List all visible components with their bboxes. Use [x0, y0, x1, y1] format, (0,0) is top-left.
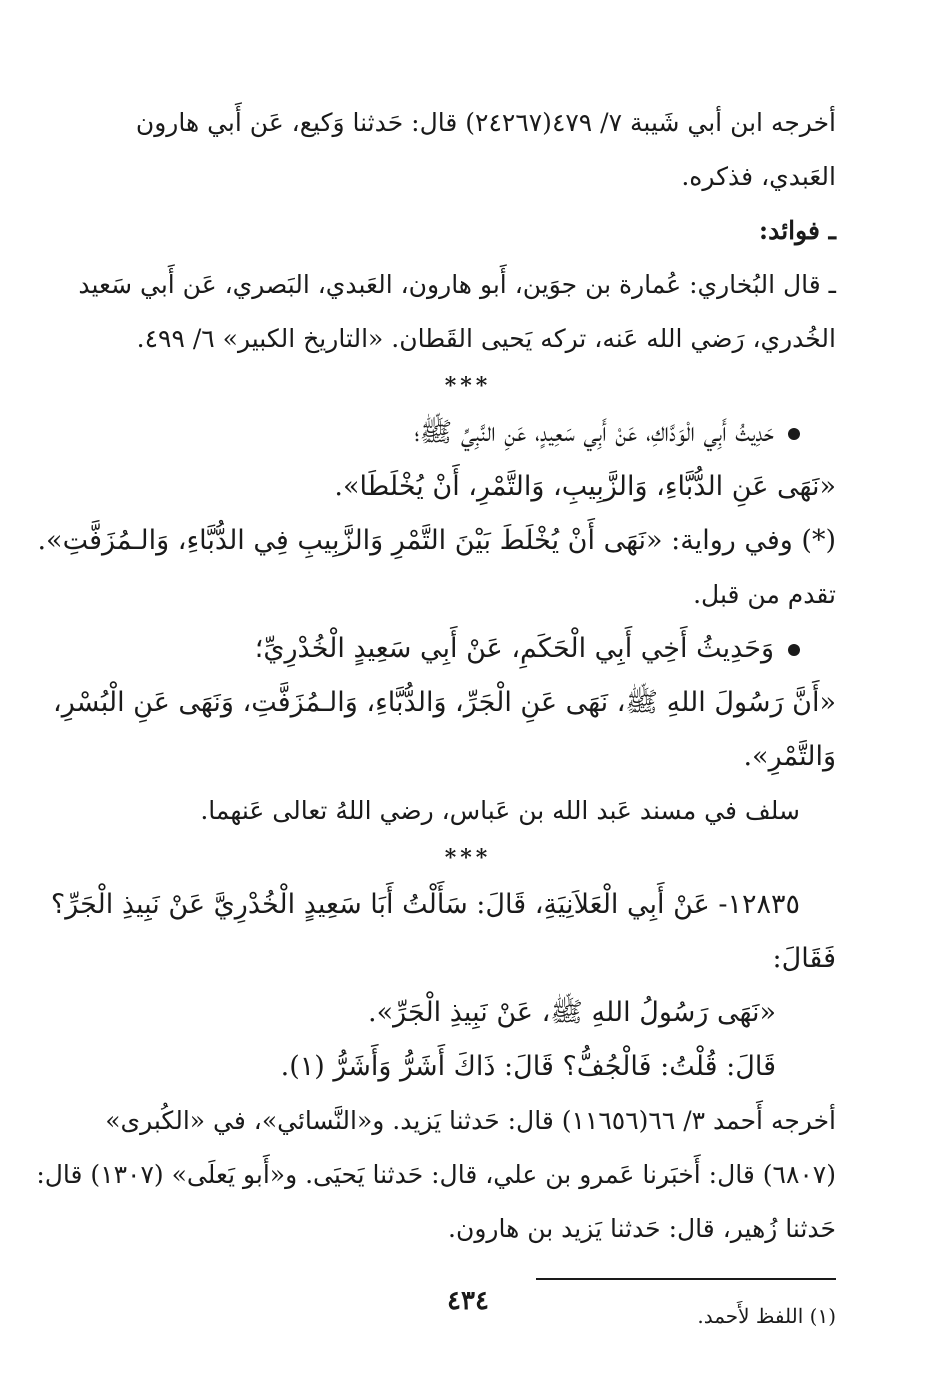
hadith-line — [100, 622, 836, 676]
text-line: حَدثنا زُهير، قال: حَدثنا يَزيد بن هارون. — [448, 1214, 836, 1243]
hadith-text: وَحَدِيثُ أَخِي أَبِي الْحَكَمِ، عَنْ أَبِي سَعِيدٍ الْخُدْرِيِّ؛ — [254, 633, 774, 664]
hadith-line: وَالتَّمْرِ». — [743, 741, 836, 772]
hadith-line: ١٢٨٣٥- عَنْ أَبِي الْعَلاَنِيَةِ، قَالَ: سَأَلْتُ أَبَا سَعِيدٍ الْخُدْرِيَّ عَنْ نَبِيذِ الْجَرِّ؟ — [50, 889, 800, 920]
footnote-divider — [536, 1278, 836, 1280]
section-heading: ـ فوائد: — [758, 216, 836, 245]
page-number: ٤٣٤ — [447, 1286, 489, 1316]
hadith-line — [100, 406, 836, 460]
bullet-icon — [788, 428, 800, 440]
text-line: ـ قال البُخاري: عُمارة بن جوَين، أَبو هارون، العَبدي، البَصري، عَن أَبي سَعيد — [78, 270, 836, 299]
hadith-line: «أَنَّ رَسُولَ اللهِ ﷺ، نَهَى عَنِ الْجَرِّ، وَالدُّبَّاءِ، وَالـمُزَفَّتِ، وَنَهَى عَنِ الْبُسْرِ، — [53, 687, 836, 718]
page-body — [36, 96, 836, 1334]
separator-stars: *** — [444, 373, 492, 399]
text-line: الخُدري، رَضي الله عَنه، تركه يَحيى القَطان. «التاريخ الكبير» ٦/ ٤٩٩. — [136, 324, 836, 353]
hadith-line: «نَهَى عَنِ الدُّبَّاءِ، وَالزَّبِيبِ، وَالتَّمْرِ، أَنْ يُخْلَطَا». — [334, 471, 836, 502]
text-line: سلف في مسند عَبد الله بن عَباس، رضي اللهُ تعالى عَنهما. — [200, 796, 800, 825]
hadith-text: حَدِيثُ أَبِي الْوَدَّاكِ، عَنْ أَبِي سَعِيدٍ، عَنِ النَّبِيِّ ﷺ؛ — [414, 417, 774, 448]
text-line: (٦٨٠٧) قال: أَخبَرنا عَمرو بن علي، قال: حَدثنا يَحيَى. و«أَبو يَعلَى» (١٣٠٧) قال: — [36, 1160, 836, 1189]
text-line: تقدم من قبل. — [693, 580, 836, 609]
text-line: العَبدي، فذكره. — [681, 162, 836, 191]
text-line: أخرجه أَحمد ٣/ ٦٦(١١٦٥٦) قال: حَدثنا يَزيد. و«النَّسائي»، في «الكُبرى» — [105, 1106, 836, 1135]
separator-stars: *** — [444, 845, 492, 871]
hadith-line: قَالَ: قُلْتُ: فَالْجُفُّ؟ قَالَ: ذَاكَ أَشَرُّ وَأَشَرُّ (١). — [280, 1051, 776, 1082]
hadith-line: فَقَالَ: — [772, 943, 836, 974]
text-line: أخرجه ابن أبي شَيبة ٧/ ٤٧٩(٢٤٢٦٧) قال: حَدثنا وَكيع، عَن أَبي هارون — [135, 108, 836, 137]
bullet-icon — [788, 644, 800, 656]
hadith-line: «نَهَى رَسُولُ اللهِ ﷺ، عَنْ نَبِيذِ الْجَرِّ». — [368, 997, 776, 1028]
hadith-line: (*) وفي رواية: «نَهَى أَنْ يُخْلَطَ بَيْنَ التَّمْرِ وَالزَّبِيبِ فِي الدُّبَّاءِ، وَالـمُزَفَّتِ». — [37, 525, 836, 556]
footnote: (١) اللفظ لأَحمد. — [697, 1304, 836, 1328]
